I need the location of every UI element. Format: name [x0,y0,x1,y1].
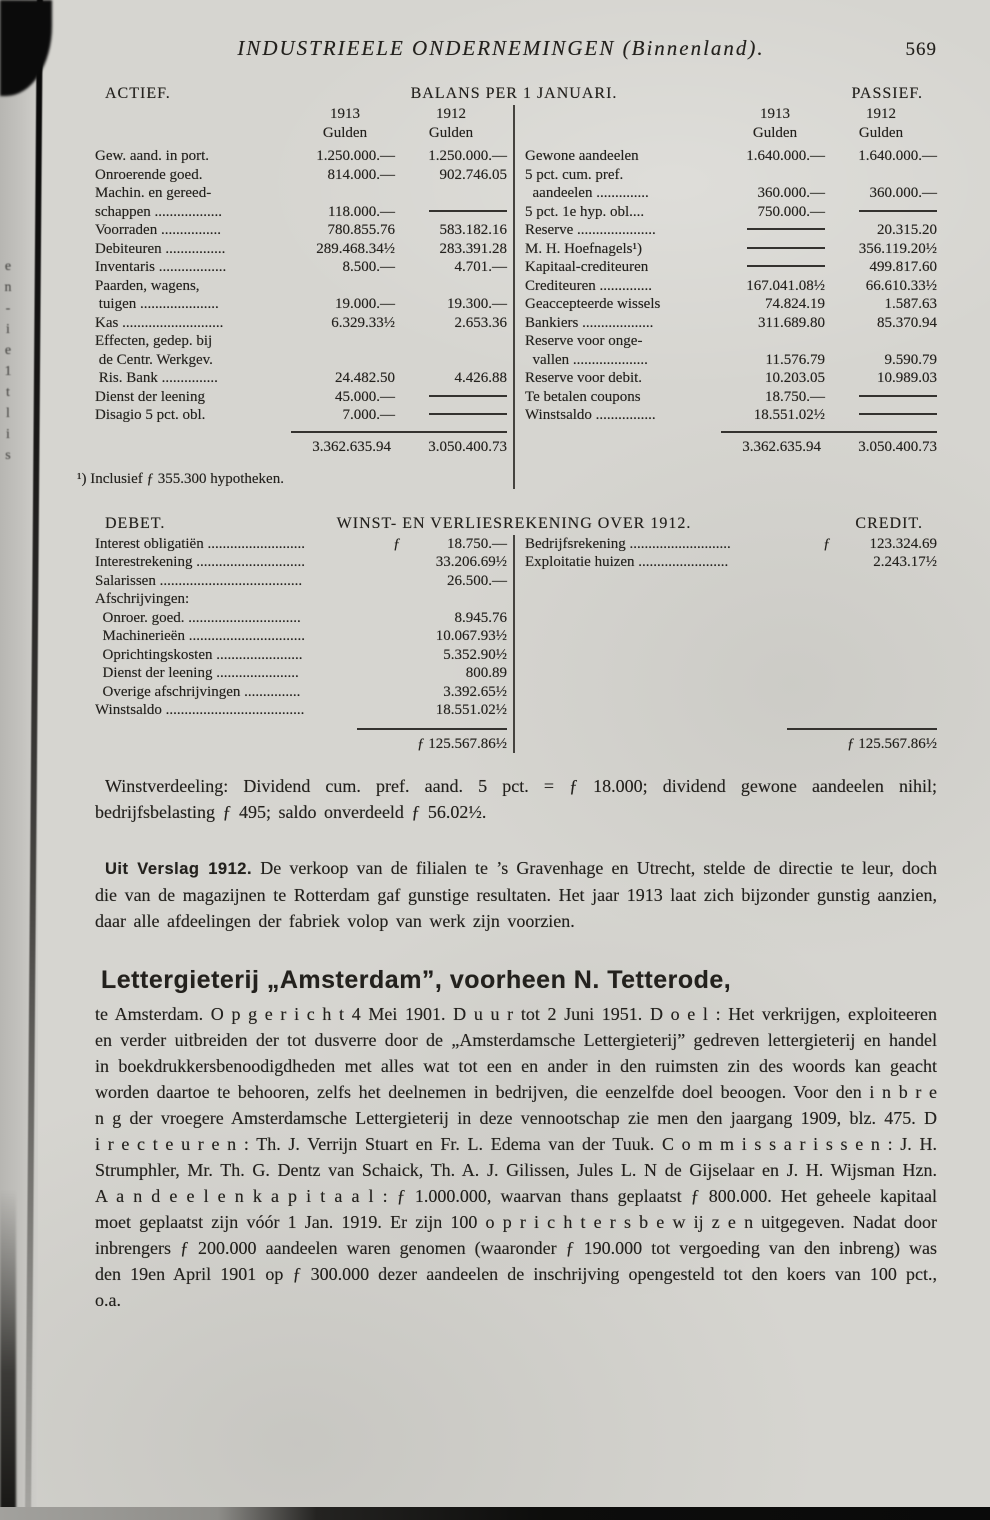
row-label: Reserve ..................... [525,222,656,238]
credit-rows [525,535,937,572]
amount-1912: 2.653.36 [454,314,507,331]
balance-row [525,166,937,185]
balance-row [95,406,507,425]
bleed-letter: - [5,301,11,316]
bleed-letter: n [4,280,12,295]
report-body: De verkoop van de filialen te ’s Gravenhage en Utrecht, stelde de directie te leur, doch die van de magazijnen te Rotterdam gaf gunstige resultaten. Het jaar 1913 laat zich bijzonder gunstig aanzien, daar alle afdeelingen der fabriek volop van werk zijn voorzien. [95,858,937,931]
amount-1913: 74.824.19 [765,296,825,312]
amount-1913 [295,184,395,203]
amount-1913: 18.551.02½ [753,407,825,423]
passief-year-header [525,105,937,142]
credit-total: 125.567.86½ [858,735,937,752]
balance-sheet-section [77,85,937,489]
amount: 18.750.— [447,535,507,552]
balance-row [525,388,937,407]
balance-caption-row [95,85,937,103]
dash-placeholder [429,210,507,212]
row-label: Machin. en gereed- [95,185,212,201]
row-label: 5 pct. 1e hyp. obl.... [525,203,645,220]
row-label: Kapitaal-crediteuren [525,259,649,275]
scan-corner-shadow-bottom-left [0,1190,16,1520]
passief-header: PASSIEF. [851,85,923,102]
amount-1913: 8.500.— [342,259,395,275]
row-label: Afschrijvingen: [95,591,190,607]
guilder-sign [393,609,411,628]
row-label: Geaccepteerde wissels [525,296,661,312]
pnl-row [525,553,937,572]
credit-total-row [525,728,937,754]
company-heading: Lettergieterij „Amsterdam”, voorheen N. Tetterode, [101,966,732,994]
amount-1912: 499.817.60 [869,259,937,275]
row-label: Crediteuren .............. [525,277,653,294]
row-label: Onroer. goed. .............................. [95,609,301,626]
pnl-row [525,535,937,554]
pnl-row [95,572,507,591]
amount-1912: 583.182.16 [439,222,507,238]
guilder-sign [393,646,411,665]
pnl-row [95,627,507,646]
amount-1912: 4.426.88 [454,370,507,386]
row-label: Onroerende goed. [95,166,203,183]
row-label: Overige afschrijvingen ............... [95,683,301,700]
balance-row [95,166,507,185]
dash-placeholder [429,413,507,415]
row-label: aandeelen .............. [525,185,649,201]
row-label: Effecten, gedep. bij [95,333,213,349]
actief-column [77,105,513,489]
passief-rows [525,147,937,425]
amount-1912: 4.701.— [454,259,507,275]
pnl-row [95,535,507,554]
row-label: schappen .................. [95,203,223,220]
balance-row [95,332,507,351]
row-label: Te betalen coupons [525,388,641,405]
chapter-title: INDUSTRIEELE ONDERNEMINGEN (Binnenland). [237,36,765,60]
pnl-row [95,590,507,609]
pnl-row [95,701,507,720]
amount: 3.392.65½ [443,683,507,700]
bleed-letter: 1 [4,364,12,379]
amount-1913 [295,351,395,370]
profit-distribution-paragraph: Winstverdeeling: Dividend cum. pref. aand. 5 pct. = ƒ 18.000; dividend gewone aandeelen nihil; bedrijfsbelasting ƒ 495; saldo onverdeeld ƒ 56.02½. [95,776,937,822]
dash-placeholder [859,395,937,397]
guilder-sign: ƒ [417,735,425,752]
amount-1913: 311.689.80 [758,314,825,331]
amount-1912 [395,203,507,222]
debet-total-row [95,728,507,754]
bleed-letter: i [6,427,10,442]
company-description-paragraph: te Amsterdam. O p g e r i c h t 4 Mei 1901. D u u r tot 2 Juni 1951. D o e l : Het verkrijgen, exploiteeren en verder uitbreiden der tot dusverre door de „Amsterdamsche Lettergieterij” gedreven lettergieterij en handel in boekdrukkersbenoodigdheden met alles wat tot een en ander in den ruimsten zin des woords kan geacht worden daartoe te behooren, zelfs het deelnemen in bedrijven, die eenzelfde doel beoogen. Voor den i n b r e n g der vroegere Amsterdamsche Lettergieterij in deze vennootschap zie men den jaargang 1909, blz. 475. D i r e c t e u r e n : Th. J. Verrijn Stuart en Fr. L. Edema van der Tuuk. C o m m i s s a r i s s e n : J. H. Strumphler, Mr. Th. G. Dentz van Schaick, Th. A. J. Gilissen, Jules L. N de Gijselaar en J. H. Wijsman Hzn. A a n d e e l e n k a p i t a a l : ƒ 1.000.000, waarvan thans geplaatst ƒ 800.000. Het geheele kapitaal moet geplaatst zijn vóór 1 Jan. 1919. Er zijn 100 o p r i c h t e r s b e w ij z e n uitgegeven. Nadat door inbrengers ƒ 200.000 aandeelen waren genomen (waaronder ƒ 190.000 tot vergoeding van den inbreng) was den 19en April 1901 op ƒ 300.000 dezer aandeelen de inschrijving opengesteld tot den koers van 100 pct., o.a. [95,1004,937,1310]
actief-header: ACTIEF. [105,85,171,102]
amount-1913 [295,332,395,351]
amount-1912: 85.370.94 [877,314,937,331]
row-label: Gew. aand. in port. [95,148,209,164]
pnl-row [95,646,507,665]
debet-rows [95,535,507,720]
balance-row [525,203,937,222]
balance-row [95,221,507,240]
balance-row [95,277,507,296]
amount: 26.500.— [447,572,507,589]
amount-1913: 814.000.— [327,166,395,183]
amount-1913: 10.203.05 [765,370,825,386]
amount-1912 [825,406,937,425]
amount-1912: 1.587.63 [884,296,937,312]
amount-1912: 1.640.000.— [858,148,937,164]
pnl-caption-row [95,515,937,533]
credit-column [513,535,937,754]
profit-loss-section [95,515,937,754]
guilder-sign [393,572,411,591]
report-lead: Uit Verslag 1912. [105,860,253,878]
amount-1913: 7.000.— [342,407,395,423]
amount-1913: 11.576.79 [765,351,825,368]
page-bleed-letters [1,256,15,466]
running-header [95,36,937,61]
bleed-letter: l [6,406,10,421]
row-label: Gewone aandeelen [525,148,639,164]
amount-1913: 167.041.08½ [746,277,825,294]
dash-placeholder [859,210,937,212]
amount-1912: 902.746.05 [439,166,507,183]
amount: 10.067.93½ [435,628,507,644]
balance-row [525,221,937,240]
row-label: M. H. Hoefnagels¹) [525,240,642,257]
row-label: Kas ........................... [95,314,224,331]
credit-header: CREDIT. [855,514,923,532]
row-label: Ris. Bank ............... [95,370,218,386]
amount-1913: 1.250.000.— [316,148,395,164]
row-label: Interest obligatiën .......................... [95,535,305,552]
row-label: Bankiers ................... [525,314,654,331]
row-label: Winstsaldo ................ [525,407,656,423]
guilder-sign [393,627,411,646]
amount-1913: 18.750.— [765,388,825,405]
balance-row [525,147,937,166]
row-label: Debiteuren ................ [95,240,226,257]
page-number: 569 [905,39,937,60]
guilder-sign [823,553,841,572]
dash-placeholder [747,228,825,230]
balance-row [95,258,507,277]
amount: 18.551.02½ [435,702,507,718]
balance-row [95,369,507,388]
dash-placeholder [747,265,825,267]
amount-1913 [725,332,825,351]
row-label: Dienst der leening ...................... [95,665,299,681]
amount: 123.324.69 [869,535,937,552]
amount-1912: 20.315.20 [877,222,937,238]
bleed-letter: e [4,259,12,274]
annual-report-paragraph [95,855,937,934]
year-1912-label: 1912 Gulden [428,106,474,141]
actief-year-header [95,105,507,142]
passief-total-row [525,431,937,457]
row-label: Disagio 5 pct. obl. [95,407,206,423]
guilder-sign [393,701,411,720]
row-label: tuigen ..................... [95,296,219,312]
bleed-letter: s [5,448,11,463]
bleed-letter: t [6,385,10,400]
amount-1913: 1.640.000.— [746,148,825,164]
guilder-sign [393,683,411,702]
guilder-sign: ƒ [393,535,401,552]
balance-row [525,369,937,388]
guilder-sign [393,590,411,609]
balance-row [525,277,937,296]
balance-row [525,332,937,351]
amount-1912 [395,351,507,370]
amount-1912: 1.250.000.— [428,148,507,164]
balance-row [525,295,937,314]
amount-1912: 19.300.— [447,296,507,312]
balance-row [95,314,507,333]
balance-row [95,351,507,370]
row-label: vallen .................... [525,351,648,368]
dash-placeholder [429,395,507,397]
pnl-row [95,553,507,572]
amount-1913: 780.855.76 [327,222,395,238]
amount-1912: 66.610.33½ [865,277,937,294]
dash-placeholder [859,413,937,415]
amount-1913 [725,221,825,240]
pnl-row [95,609,507,628]
balance-title: BALANS PER 1 JANUARI. [410,85,618,102]
row-label: Interestrekening ............................. [95,554,305,570]
scan-corner-shadow-top-left [0,0,52,96]
year-1913-label: 1913 Gulden [322,106,368,141]
amount-1912: 283.391.28 [439,240,507,257]
year-1913-label: 1913 Gulden [752,106,798,141]
amount-1912: 9.590.79 [884,351,937,368]
amount-1912: 356.119.20½ [858,240,937,257]
balance-row [95,240,507,259]
row-label: Reserve voor onge- [525,333,643,349]
dash-placeholder [747,247,825,249]
amount-1913: 24.482.50 [335,370,395,386]
passief-total-1912: 3.050.400.73 [858,438,937,455]
pnl-table [95,535,937,754]
amount [411,590,507,609]
row-label: Exploitatie huizen ........................ [525,554,729,570]
row-label: Dienst der leening [95,388,205,405]
amount-1912: 10.989.03 [877,370,937,386]
guilder-sign [393,553,411,572]
row-label: de Centr. Werkgev. [95,351,213,368]
balance-row [525,258,937,277]
actief-total-1912: 3.050.400.73 [428,438,507,455]
amount-1913: 118.000.— [328,203,395,220]
amount-1913: 6.329.33½ [331,314,395,331]
row-label: Winstsaldo ..................................... [95,702,305,718]
amount-1912 [825,332,937,351]
amount-1912 [395,277,507,296]
balance-row [95,147,507,166]
amount-1913: 360.000.— [757,185,825,201]
guilder-sign [393,664,411,683]
bleed-letter: i [6,322,10,337]
amount-1912 [395,406,507,425]
amount-1913: 750.000.— [757,203,825,220]
balance-row [525,184,937,203]
bleed-letter: e [4,343,12,358]
guilder-sign: ƒ [823,535,831,552]
actief-total-1913: 3.362.635.94 [312,438,391,455]
balance-row [525,406,937,425]
amount-1912 [825,166,937,185]
amount: 33.206.69½ [435,554,507,570]
row-label: 5 pct. cum. pref. [525,166,624,183]
debet-total: 125.567.86½ [428,735,507,752]
balance-row [525,314,937,333]
balance-row [525,240,937,259]
scan-bottom-edge [0,1507,990,1520]
balance-row [95,184,507,203]
balance-table [77,105,937,489]
pnl-row [95,664,507,683]
row-label: Inventaris .................. [95,259,227,275]
amount-1913 [295,277,395,296]
amount-1913: 45.000.— [335,388,395,405]
amount: 8.945.76 [454,609,507,626]
balance-row [525,351,937,370]
amount-1913 [725,240,825,259]
row-label: Bedrijfsrekening ........................... [525,535,731,552]
debet-header: DEBET. [105,514,166,532]
year-1912-label: 1912 Gulden [858,106,904,141]
row-label: Salarissen ...................................... [95,572,303,589]
amount-1912 [395,388,507,407]
amount-1913: 289.468.34½ [316,240,395,257]
amount-1913 [725,258,825,277]
balance-row [95,295,507,314]
amount: 2.243.17½ [873,554,937,570]
balance-row [95,388,507,407]
row-label: Paarden, wagens, [95,277,200,294]
passief-total-1913: 3.362.635.94 [742,438,821,455]
row-label: Oprichtingskosten ....................... [95,646,303,663]
amount-1912 [395,332,507,351]
amount: 5.352.90½ [443,646,507,663]
amount-1913 [725,166,825,185]
balance-row [95,203,507,222]
row-label: Reserve voor debit. [525,370,643,386]
pnl-row [95,683,507,702]
actief-rows [95,147,507,425]
row-label: Machinerieën ............................... [95,628,305,644]
guilder-sign: ƒ [847,735,855,752]
amount-1912 [395,184,507,203]
passief-column [513,105,937,489]
row-label: Voorraden ................ [95,222,221,238]
balance-footnote: ¹) Inclusief ƒ 355.300 hypotheken. [77,471,284,487]
actief-total-row [95,431,507,457]
amount: 800.89 [465,665,507,681]
amount-1913: 19.000.— [335,296,395,312]
debet-column [95,535,513,754]
amount-1912 [825,388,937,407]
amount-1912: 360.000.— [869,185,937,201]
amount-1912 [825,203,937,222]
pnl-title: WINST- EN VERLIESREKENING OVER 1912. [336,514,692,532]
